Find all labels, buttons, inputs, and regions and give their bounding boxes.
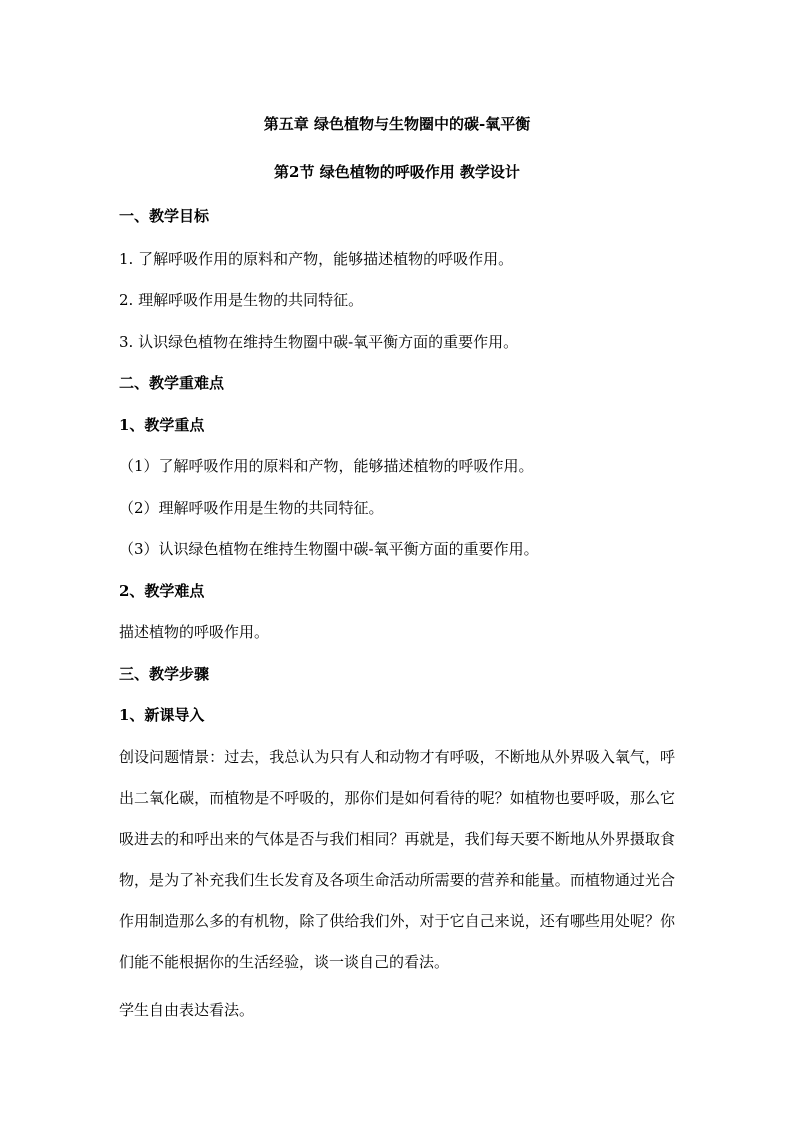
chapter-title: 第五章 绿色植物与生物圈中的碳-氧平衡 (263, 115, 531, 133)
subheading-difficulty: 2、教学难点 (119, 582, 205, 600)
heading-objectives: 一、教学目标 (119, 207, 210, 225)
focus-item-1: （1）了解呼吸作用的原料和产物，能够描述植物的呼吸作用。 (119, 457, 534, 475)
focus-item-3: （3）认识绿色植物在维持生物圈中碳-氧平衡方面的重要作用。 (119, 540, 539, 558)
focus-item-2: （2）理解呼吸作用是生物的共同特征。 (119, 499, 384, 517)
objective-item-1: 1. 了解呼吸作用的原料和产物，能够描述植物的呼吸作用。 (119, 250, 514, 268)
objective-item-3: 3. 认识绿色植物在维持生物圈中碳-氧平衡方面的重要作用。 (119, 333, 519, 351)
subheading-intro: 1、新课导入 (119, 706, 205, 724)
intro-paragraph: 创设问题情景：过去，我总认为只有人和动物才有呼吸，不断地从外界吸入氧气，呼出二氧化碳，而植物是不呼吸的，那你们是如何看待的呢？如植物也要呼吸，那么它吸进去的和呼出来的气体是否与我们相同？再就是，我们每天要不断地从外界摄取食物，是为了补充我们生长发育及各项生命活动所需要的营养和能量。而植物通过光合作用制造那么多的有机物，除了供给我们外，对于它自己来说，还有哪些用处呢？你们能不能根据你的生活经验，谈一谈自己的看法。 (119, 748, 675, 971)
difficulty-text: 描述植物的呼吸作用。 (119, 623, 270, 641)
section-title: 第2节 绿色植物的呼吸作用 教学设计 (274, 163, 520, 181)
heading-key-points: 二、教学重难点 (119, 374, 225, 392)
objective-item-2: 2. 理解呼吸作用是生物的共同特征。 (119, 291, 364, 309)
student-response: 学生自由表达看法。 (119, 1001, 255, 1019)
subheading-focus: 1、教学重点 (119, 416, 205, 434)
heading-steps: 三、教学步骤 (119, 665, 210, 683)
